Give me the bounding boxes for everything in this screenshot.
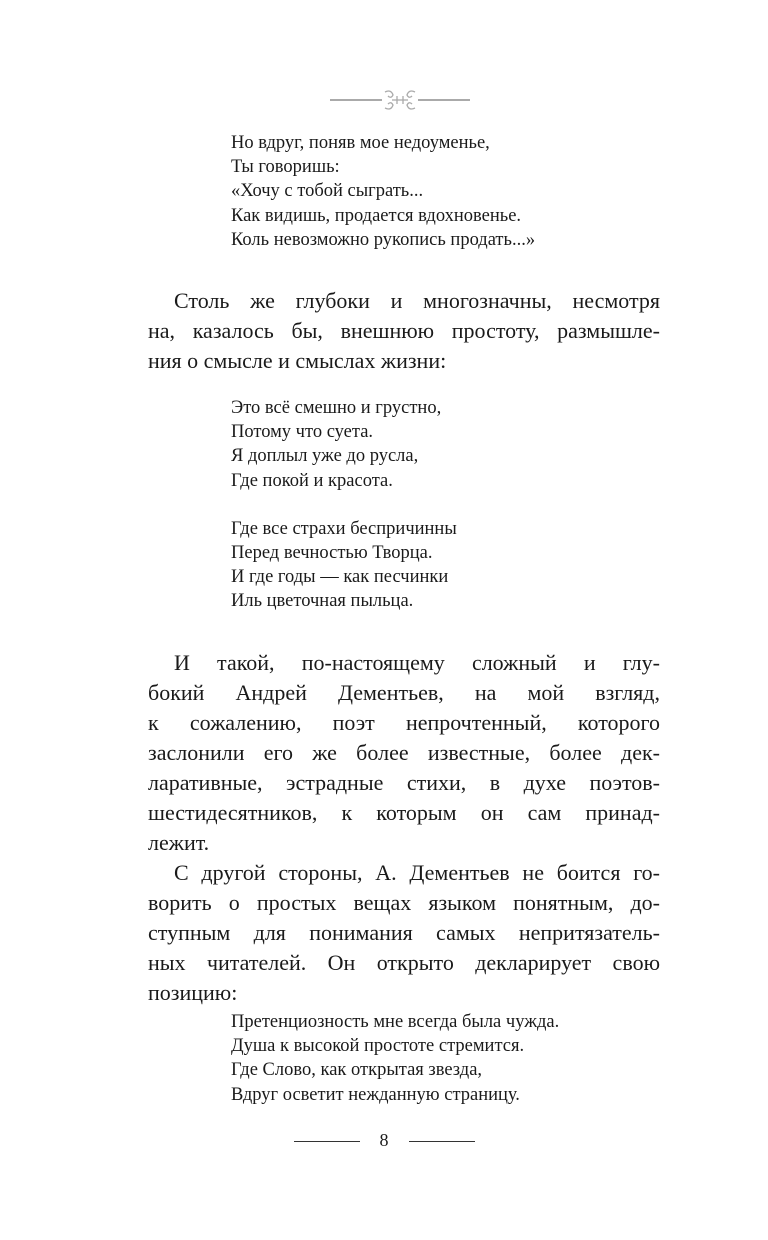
text-line: ларативные, эстрадные стихи, в духе поэтов- (148, 770, 660, 795)
paragraph (148, 286, 660, 376)
poem-line: Я доплыл уже до русла, (231, 446, 419, 467)
poem-line: «Хочу с тобой сыграть... (231, 181, 424, 202)
poem-line: Но вдруг, поняв мое недоуменье, (231, 133, 490, 153)
poem-line: Вдруг осветит нежданную страницу. (231, 1084, 520, 1105)
text-line: ворить о простых вещах языком понятным, до- (148, 890, 660, 915)
page-number: 8 (379, 1130, 389, 1150)
text-line: шестидесятников, к которым он сам принад- (148, 800, 660, 825)
text-line: лежит. (148, 830, 210, 855)
poem-line: Где Слово, как открытая звезда, (231, 1060, 483, 1081)
paragraph (148, 648, 660, 1008)
poem-line: И где годы — как песчинки (231, 567, 449, 588)
poem-stanza (231, 131, 535, 252)
poem-line: Перед вечностью Творца. (231, 543, 433, 564)
text-line: И такой, по-настоящему сложный и глу- (174, 650, 660, 675)
poem-line: Коль невозможно рукопись продать...» (231, 229, 536, 250)
poem-line: Где покой и красота. (231, 470, 393, 491)
text-line: С другой стороны, А. Дементьев не боится го- (174, 860, 660, 885)
page-footer (0, 1130, 768, 1151)
poem-line: Где все страхи беспричинны (231, 518, 457, 539)
text-line: ступным для понимания самых непритязатель- (148, 920, 660, 945)
text-line: к сожалению, поэт непрочтенный, которого (148, 710, 660, 735)
poem-line: Это всё смешно и грустно, (231, 398, 442, 418)
footer-rule-left (294, 1141, 360, 1142)
ornament-divider-icon (330, 88, 470, 112)
poem-line: Душа к высокой простоте стремится. (231, 1036, 525, 1057)
poem-line: Как видишь, продается вдохновенье. (231, 205, 522, 226)
text-line: бокий Андрей Дементьев, на мой взгляд, (148, 680, 660, 705)
text-line: ния о смысле и смыслах жизни: (148, 348, 447, 373)
poem-stanza (231, 1010, 559, 1107)
text-line: ных читателей. Он открыто декларирует свою (148, 950, 660, 975)
poem-line: Ты говоришь: (231, 157, 340, 178)
text-line: заслонили его же более известные, более дек- (148, 740, 660, 765)
text-line: позицию: (148, 980, 238, 1005)
poem-line: Претенциозность мне всегда была чужда. (231, 1012, 560, 1032)
poem-line: Иль цветочная пыльца. (231, 591, 414, 612)
footer-rule-right (409, 1141, 475, 1142)
poem-line: Потому что суета. (231, 422, 374, 443)
poem (231, 396, 457, 614)
text-line: на, казалось бы, внешнюю простоту, размышле- (148, 318, 660, 343)
text-line: Столь же глубоки и многозначны, несмотря (174, 288, 660, 313)
